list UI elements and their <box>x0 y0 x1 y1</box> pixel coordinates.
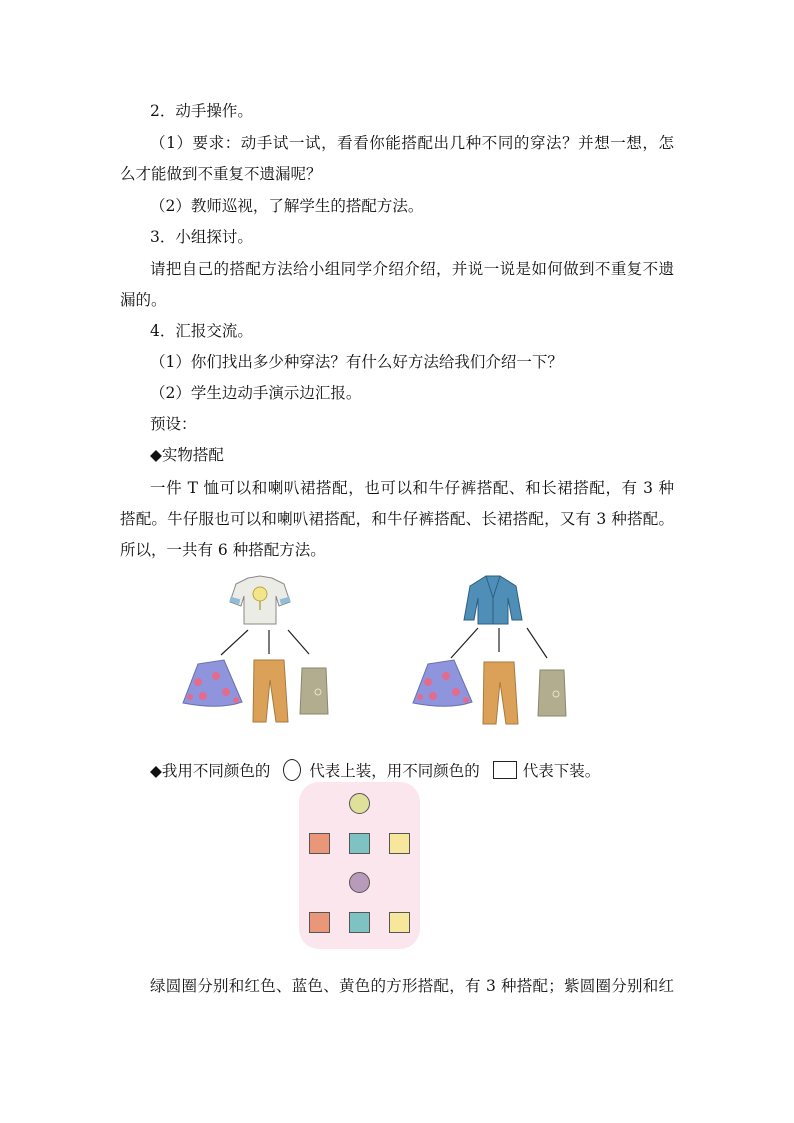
legend-line <box>150 759 600 781</box>
text-line-12: ◆实物搭配 <box>150 446 224 464</box>
text-line-5: 3．小组探讨。 <box>150 228 253 246</box>
red-square-icon <box>309 833 330 854</box>
green-circle-icon <box>349 793 370 814</box>
text-line-14: 搭配。牛仔服也可以和喇叭裙搭配，和牛仔裤搭配、长裙搭配，又有 3 种搭配。 <box>120 510 674 528</box>
flared-skirt-icon <box>413 660 472 706</box>
connector-lines <box>451 628 547 658</box>
outline-square-icon <box>493 761 517 779</box>
legend-text-middle: 代表上装，用不同颜色的 <box>309 762 480 780</box>
text-line-10: （2）学生边动手演示边汇报。 <box>150 384 362 402</box>
long-skirt-icon <box>538 670 566 716</box>
jeans-icon <box>483 662 518 724</box>
outline-circle-icon <box>283 759 301 781</box>
text-line-11: 预设： <box>150 415 197 433</box>
text-line-6: 请把自己的搭配方法给小组同学介绍介绍，并说一说是如何做到不重复不遗 <box>150 260 674 278</box>
long-skirt-icon <box>300 668 328 714</box>
connector-lines <box>221 630 309 655</box>
blue-square-icon <box>349 833 370 854</box>
text-line-9: （1）你们找出多少种穿法？有什么好方法给我们介绍一下？ <box>150 353 563 371</box>
red-square-icon <box>309 912 330 933</box>
text-line-4: （2）教师巡视，了解学生的搭配方法。 <box>150 197 424 215</box>
text-line-13: 一件 T 恤可以和喇叭裙搭配，也可以和牛仔裤搭配、和长裙搭配，有 3 种 <box>150 479 674 497</box>
text-line-15: 所以，一共有 6 种搭配方法。 <box>120 541 326 559</box>
text-line-2: （1）要求：动手试一试，看看你能搭配出几种不同的穿法？并想一想，怎 <box>150 134 674 152</box>
text-line-3: 么才能做到不重复不遗漏呢？ <box>120 165 322 183</box>
jacket-combination-figure <box>408 572 568 732</box>
tshirt-combination-figure <box>178 572 338 732</box>
text-line-1: 2．动手操作。 <box>150 102 253 120</box>
tshirt-icon <box>229 576 290 624</box>
legend-text-start: ◆我用不同颜色的 <box>150 762 271 780</box>
blue-square-icon <box>349 912 370 933</box>
jeans-icon <box>253 660 288 722</box>
text-line-17: 绿圆圈分别和红色、蓝色、黄色的方形搭配，有 3 种搭配；紫圆圈分别和红 <box>150 977 674 995</box>
text-line-7: 漏的。 <box>120 291 167 309</box>
purple-circle-icon <box>349 872 370 893</box>
text-line-8: 4．汇报交流。 <box>150 322 253 340</box>
jacket-icon <box>464 576 522 624</box>
legend-text-end: 代表下装。 <box>522 762 601 780</box>
yellow-square-icon <box>389 912 410 933</box>
yellow-square-icon <box>389 833 410 854</box>
flared-skirt-icon <box>183 660 242 706</box>
